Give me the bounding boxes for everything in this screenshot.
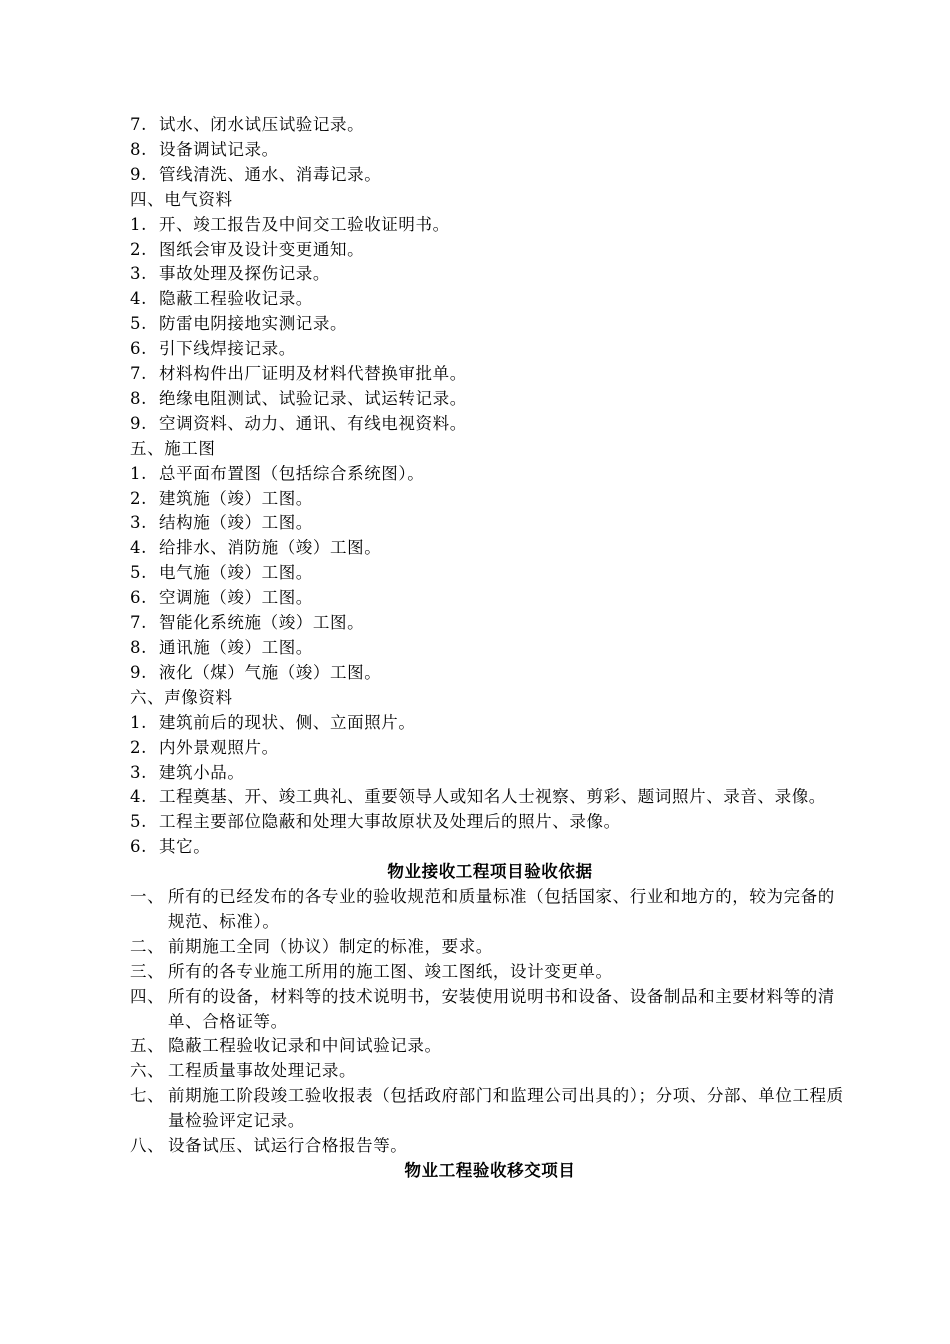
list-item xyxy=(130,337,850,362)
item-number: 1. xyxy=(130,712,147,732)
list-item xyxy=(130,586,850,611)
item-number: 9. xyxy=(130,164,147,184)
list-item xyxy=(130,1134,850,1159)
section-title: 六、声像资料 xyxy=(130,687,233,707)
list-item xyxy=(130,262,850,287)
item-text: 材料构件出厂证明及材料代替换审批单。 xyxy=(159,364,467,384)
item-text: 绝缘电阻测试、试验记录、试运转记录。 xyxy=(159,388,467,408)
item-text: 液化（煤）气施（竣）工图。 xyxy=(159,662,382,682)
list-item xyxy=(130,985,850,1035)
list-item xyxy=(130,885,850,935)
item-number: 4. xyxy=(130,289,147,309)
section-title: 五、施工图 xyxy=(130,438,216,458)
list-item xyxy=(130,835,850,860)
item-text: 空调施（竣）工图。 xyxy=(159,588,313,608)
list-item xyxy=(130,387,850,412)
item-number: 六、 xyxy=(130,1061,165,1081)
item-text: 隐蔽工程验收记录。 xyxy=(159,289,313,309)
list-item xyxy=(130,810,850,835)
item-text: 前期施工阶段竣工验收报表（包括政府部门和监理公司出具的）；分项、分部、单位工程质量检验评定记录。 xyxy=(168,1086,844,1131)
item-text: 试水、闭水试压试验记录。 xyxy=(159,115,365,134)
list-item xyxy=(130,711,850,736)
item-text: 建筑小品。 xyxy=(159,762,245,782)
section-audiovisual xyxy=(130,686,850,860)
item-text: 所有的各专业施工所用的施工图、竣工图纸，设计变更单。 xyxy=(168,961,613,981)
list-item xyxy=(130,511,850,536)
list-item xyxy=(130,960,850,985)
item-number: 二、 xyxy=(130,936,165,956)
item-text: 引下线焊接记录。 xyxy=(159,339,296,359)
item-number: 2. xyxy=(130,239,147,259)
item-text: 建筑施（竣）工图。 xyxy=(159,488,313,508)
list-item xyxy=(130,935,850,960)
item-number: 3. xyxy=(130,513,147,533)
list-item xyxy=(130,138,850,163)
list-item xyxy=(130,213,850,238)
list-item xyxy=(130,487,850,512)
item-text: 工程质量事故处理记录。 xyxy=(168,1061,357,1081)
item-number: 2. xyxy=(130,737,147,757)
item-text: 建筑前后的现状、侧、立面照片。 xyxy=(159,712,416,732)
section-heading: 物业接收工程项目验收依据 xyxy=(387,862,593,882)
item-number: 5. xyxy=(130,314,147,334)
item-number: 8. xyxy=(130,388,147,408)
item-number: 7. xyxy=(130,364,147,384)
item-number: 6. xyxy=(130,588,147,608)
item-number: 4. xyxy=(130,787,147,807)
list-item xyxy=(130,163,850,188)
item-text: 防雷电阴接地实测记录。 xyxy=(159,314,348,334)
item-number: 9. xyxy=(130,413,147,433)
item-text: 图纸会审及设计变更通知。 xyxy=(159,239,365,259)
item-text: 通讯施（竣）工图。 xyxy=(159,638,313,657)
list-item xyxy=(130,113,850,138)
item-number: 5. xyxy=(130,563,147,583)
item-text: 其它。 xyxy=(159,837,211,857)
item-text: 智能化系统施（竣）工图。 xyxy=(159,613,365,633)
item-number: 3. xyxy=(130,762,147,782)
list-item xyxy=(130,312,850,337)
list-item xyxy=(130,287,850,312)
item-number: 1. xyxy=(130,214,147,234)
section-electrical xyxy=(130,188,850,437)
list-item xyxy=(130,1084,850,1134)
item-number: 五、 xyxy=(130,1036,165,1056)
section-heading: 物业工程验收移交项目 xyxy=(404,1161,576,1181)
item-number: 4. xyxy=(130,538,147,558)
section-title: 四、电气资料 xyxy=(130,189,233,209)
list-item xyxy=(130,611,850,636)
item-number: 七、 xyxy=(130,1086,165,1106)
section-drawings xyxy=(130,437,850,686)
list-item xyxy=(130,238,850,263)
item-number: 四、 xyxy=(130,986,165,1006)
list-item xyxy=(130,785,850,810)
top-list xyxy=(130,113,850,188)
list-item xyxy=(130,661,850,686)
document-page xyxy=(130,113,850,1184)
item-number: 8. xyxy=(130,139,147,159)
list-item xyxy=(130,761,850,786)
item-number: 1. xyxy=(130,463,147,483)
item-number: 5. xyxy=(130,812,147,832)
item-number: 8. xyxy=(130,638,147,657)
list-item xyxy=(130,1059,850,1084)
item-number: 一、 xyxy=(130,887,165,907)
item-text: 事故处理及探伤记录。 xyxy=(159,264,330,284)
item-number: 7. xyxy=(130,115,147,134)
item-text: 工程主要部位隐蔽和处理大事故原状及处理后的照片、录像。 xyxy=(159,812,621,832)
item-text: 管线清洗、通水、消毒记录。 xyxy=(159,164,382,184)
item-text: 隐蔽工程验收记录和中间试验记录。 xyxy=(168,1036,442,1056)
item-text: 设备试压、试运行合格报告等。 xyxy=(168,1136,408,1156)
item-text: 内外景观照片。 xyxy=(159,737,279,757)
item-number: 6. xyxy=(130,837,147,857)
item-text: 设备调试记录。 xyxy=(159,139,279,159)
item-number: 八、 xyxy=(130,1136,165,1156)
item-text: 空调资料、动力、通讯、有线电视资料。 xyxy=(159,413,467,433)
item-number: 三、 xyxy=(130,961,165,981)
item-text: 结构施（竣）工图。 xyxy=(159,513,313,533)
list-item xyxy=(130,1034,850,1059)
item-text: 电气施（竣）工图。 xyxy=(159,563,313,583)
item-text: 所有的已经发布的各专业的验收规范和质量标准（包括国家、行业和地方的，较为完备的规范、标准）。 xyxy=(168,887,835,931)
item-text: 总平面布置图（包括综合系统图）。 xyxy=(159,463,425,483)
item-number: 9. xyxy=(130,662,147,682)
item-text: 工程奠基、开、竣工典礼、重要领导人或知名人士视察、剪彩、题词照片、录音、录像。 xyxy=(159,787,826,807)
item-number: 3. xyxy=(130,264,147,284)
list-item xyxy=(130,561,850,586)
item-text: 所有的设备，材料等的技术说明书，安装使用说明书和设备、设备制品和主要材料等的清单、合格证等。 xyxy=(168,986,835,1031)
section-acceptance-basis xyxy=(130,860,850,1159)
list-item xyxy=(130,636,850,661)
item-number: 2. xyxy=(130,488,147,508)
list-item xyxy=(130,462,850,487)
list-item xyxy=(130,736,850,761)
item-text: 开、竣工报告及中间交工验收证明书。 xyxy=(159,214,450,234)
item-number: 7. xyxy=(130,613,147,633)
item-number: 6. xyxy=(130,339,147,359)
list-item xyxy=(130,536,850,561)
list-item xyxy=(130,412,850,437)
list-item xyxy=(130,362,850,387)
item-text: 前期施工全同（协议）制定的标准，要求。 xyxy=(168,936,493,956)
item-text: 给排水、消防施（竣）工图。 xyxy=(159,538,382,558)
